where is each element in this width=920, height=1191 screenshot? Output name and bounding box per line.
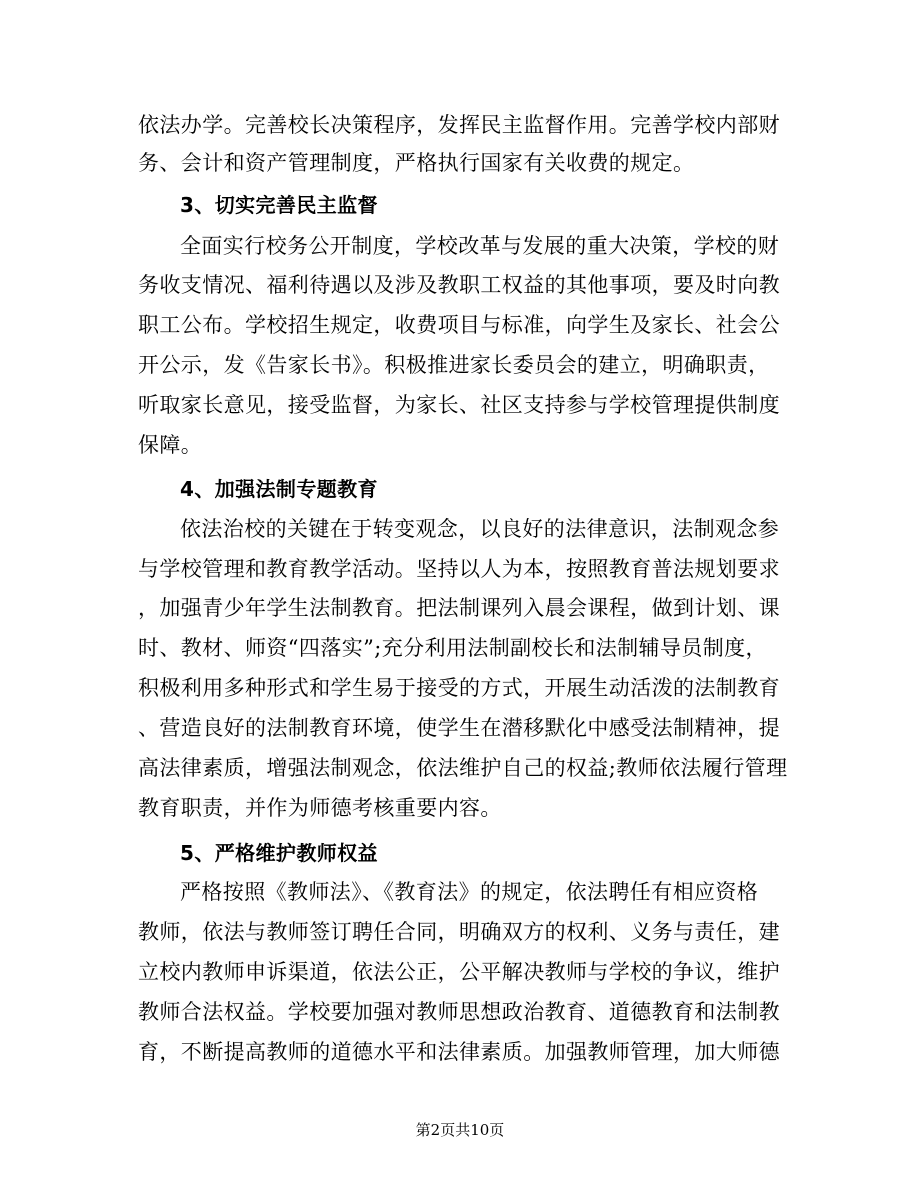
body-text-line: 与学校管理和教育教学活动。坚持以人为本，按照教育普法规划要求 — [138, 557, 780, 581]
body-text-line: 保障。 — [138, 433, 203, 457]
body-text-line: 依法办学。完善校长决策程序，发挥民主监督作用。完善学校内部财 — [138, 113, 780, 137]
body-text-line: 全面实行校务公开制度，学校改革与发展的重大决策，学校的财 — [180, 234, 780, 258]
body-text-line: 依法治校的关键在于转变观念，以良好的法律意识，法制观念参 — [180, 517, 780, 541]
body-text-line: 、营造良好的法制教育环境，使学生在潜移默化中感受法制精神，提 — [138, 716, 780, 740]
body-text-line: 教育职责，并作为师德考核重要内容。 — [138, 796, 502, 820]
body-text-line: 开公示，发《告家长书》。积极推进家长委员会的建立，明确职责， — [138, 353, 770, 377]
body-text-line: 务、会计和资产管理制度，严格执行国家有关收费的规定。 — [138, 151, 695, 175]
body-text-line: 积极利用多种形式和学生易于接受的方式，开展生动活泼的法制教育 — [138, 676, 780, 700]
body-text-line: 教师合法权益。学校要加强对教师思想政治教育、道德教育和法制教 — [138, 1000, 780, 1024]
body-text-line: 严格按照《教师法》、《教育法》的规定，依法聘任有相应资格 — [180, 880, 759, 904]
body-text-line: 时、教材、师资“四落实”;充分利用法制副校长和法制辅导员制度， — [138, 636, 767, 660]
page-number-footer: 第2页共10页 — [415, 1121, 505, 1139]
section-heading: 5、严格维护教师权益 — [180, 841, 378, 865]
body-text-line: 职工公布。学校招生规定，收费项目与标准，向学生及家长、社会公 — [138, 313, 780, 337]
body-text-line: 务收支情况、福利待遇以及涉及教职工权益的其他事项，要及时向教 — [138, 273, 780, 297]
body-text-line: 教师，依法与教师签订聘任合同，明确双方的权利、义务与责任，建 — [138, 920, 780, 944]
section-heading: 4、加强法制专题教育 — [180, 477, 378, 501]
body-text-line: 立校内教师申诉渠道，依法公正，公平解决教师与学校的争议，维护 — [138, 960, 780, 984]
section-heading: 3、切实完善民主监督 — [180, 193, 378, 217]
body-text-line: 育，不断提高教师的道德水平和法律素质。加强教师管理，加大师德 — [138, 1040, 780, 1064]
body-text-line: 高法律素质，增强法制观念，依法维护自己的权益;教师依法履行管理 — [138, 756, 788, 780]
body-text-line: 听取家长意见，接受监督，为家长、社区支持参与学校管理提供制度 — [138, 393, 780, 417]
body-text-line: ，加强青少年学生法制教育。把法制课列入晨会课程，做到计划、课 — [138, 596, 780, 620]
